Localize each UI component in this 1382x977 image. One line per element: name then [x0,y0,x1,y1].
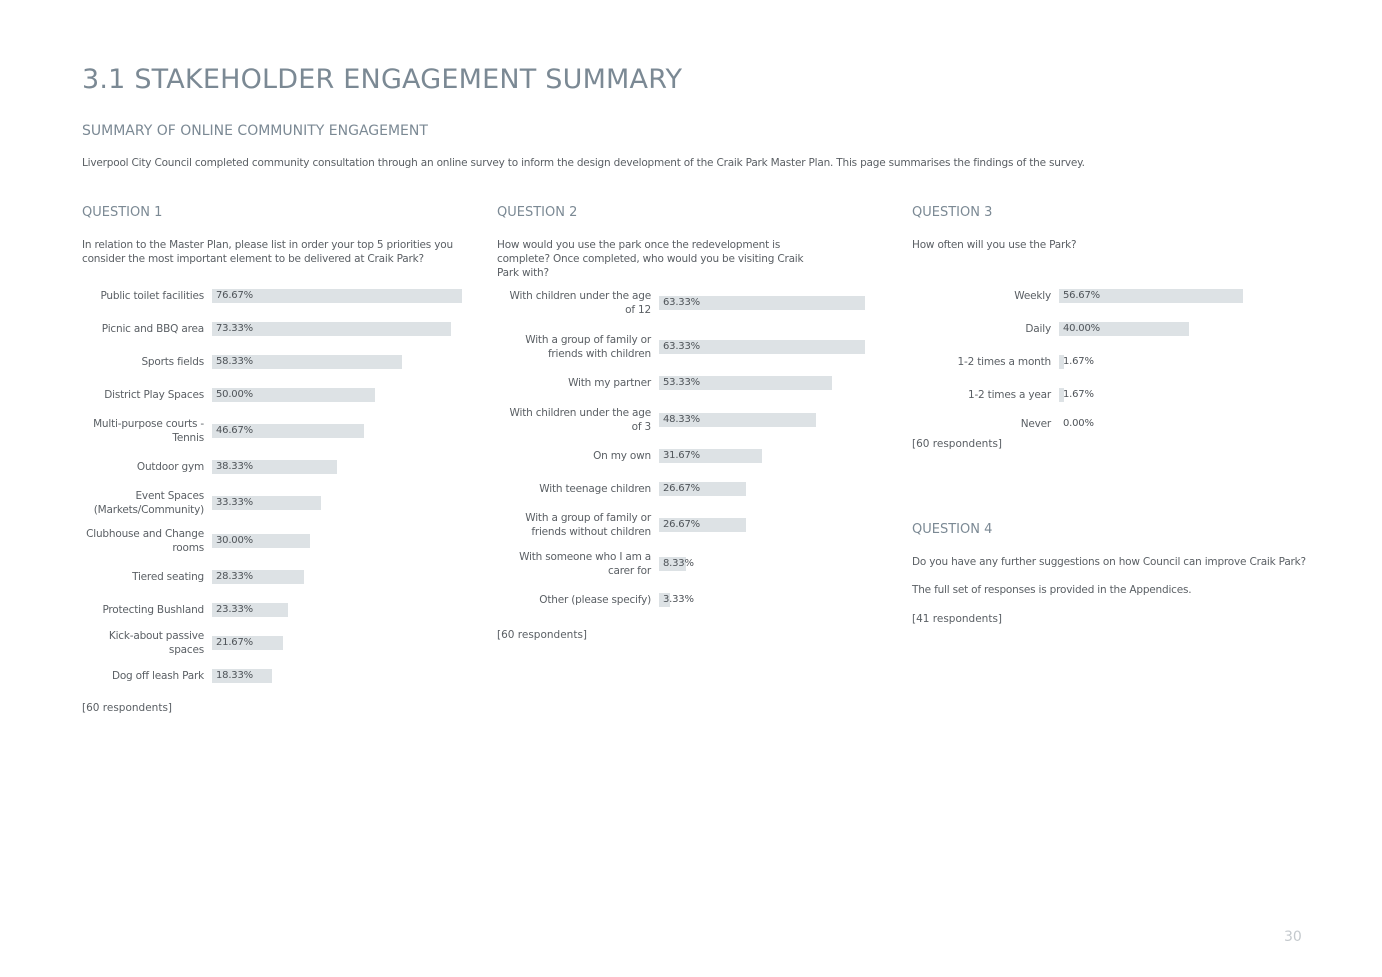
q3-bar-chart [912,0,1312,977]
q2-value-label: 8.33% [663,558,694,569]
q1-heading: QUESTION 1 [82,205,163,220]
q1-value-label: 50.00% [216,389,253,400]
q2-category-label: With teenage children [539,483,651,495]
q2-bar-row [497,544,897,584]
q2-value-label: 48.33% [663,414,700,425]
q2-bar-chart [497,0,897,977]
q2-bar-row [497,580,897,620]
q4-respondents: [41 respondents] [912,613,1003,625]
q3-text: How often will you use the Park? [912,239,1077,251]
q2-bar-row [497,363,897,403]
q2-category-label: With someone who I am a carer for [519,551,651,577]
q1-value-label: 76.67% [216,290,253,301]
q1-category-label: Dog off leash Park [111,670,204,682]
q2-category-label: On my own [593,450,651,462]
q1-category-label: Tiered seating [132,571,204,583]
q2-value-label: 3.33% [663,594,694,605]
q1-bar-row [82,483,482,523]
q3-value-label: 56.67% [1063,290,1100,301]
q1-category-label: District Play Spaces [104,389,204,401]
q2-value-label: 31.67% [663,450,700,461]
q3-value-label: 1.67% [1063,356,1094,367]
q2-text: How would you use the park once the redevelopment is complete? Once completed, who would you be visiting Craik Park with? [497,239,804,279]
q1-bar-chart [82,0,482,977]
q1-category-label: Sports fields [141,356,204,368]
q1-category-label: Clubhouse and Change rooms [86,528,204,554]
q1-category-label: Event Spaces (Markets/Community) [93,490,204,516]
q3-heading: QUESTION 3 [912,205,993,220]
q4-heading: QUESTION 4 [912,522,993,537]
q2-value-label: 63.33% [663,297,700,308]
q1-category-label: Kick-about passive spaces [108,630,204,656]
q2-bar-row [497,505,897,545]
q1-category-label: Protecting Bushland [102,604,204,616]
q3-category-label: Weekly [1014,290,1051,302]
q1-bar-row [82,411,482,451]
q1-value-label: 23.33% [216,604,253,615]
q1-value-label: 73.33% [216,323,253,334]
page-title: 3.1 STAKEHOLDER ENGAGEMENT SUMMARY [82,64,683,95]
q1-value-label: 38.33% [216,461,253,472]
q1-text: In relation to the Master Plan, please list in order your top 5 priorities you consider the most important element to be delivered at Craik Park? [82,239,453,265]
q1-category-label: Public toilet facilities [100,290,204,302]
q1-value-label: 30.00% [216,535,253,546]
q1-value-label: 33.33% [216,497,253,508]
q1-bar-row [82,521,482,561]
q1-bar-row [82,447,482,487]
page-number: 30 [1284,929,1302,945]
q2-bar-row [497,327,897,367]
q3-category-label: Daily [1025,323,1051,335]
section-subtitle: SUMMARY OF ONLINE COMMUNITY ENGAGEMENT [82,123,428,139]
q1-category-label: Outdoor gym [136,461,204,473]
q4-text: Do you have any further suggestions on how Council can improve Craik Park? [912,556,1306,568]
q2-bar-row [497,283,897,323]
q2-category-label: With a group of family or friends with children [525,334,651,360]
q3-respondents: [60 respondents] [912,438,1003,450]
q2-category-label: Other (please specify) [539,594,651,606]
q3-category-label: Never [1020,418,1051,430]
q1-bar-row [82,656,482,696]
q2-category-label: With a group of family or friends without children [525,512,651,538]
q2-heading: QUESTION 2 [497,205,578,220]
q1-value-label: 28.33% [216,571,253,582]
q2-value-label: 26.67% [663,483,700,494]
q1-category-label: Multi-purpose courts - Tennis [93,418,204,444]
q3-category-label: 1-2 times a month [957,356,1051,368]
q1-respondents: [60 respondents] [82,702,173,714]
q3-value-label: 0.00% [1063,418,1094,429]
q1-bar-row [82,375,482,415]
q3-value-label: 40.00% [1063,323,1100,334]
q1-value-label: 18.33% [216,670,253,681]
q4-note: The full set of responses is provided in the Appendices. [912,584,1192,596]
q2-value-label: 26.67% [663,519,700,530]
q2-bar-row [497,469,897,509]
q3-value-label: 1.67% [1063,389,1094,400]
q2-bar-row [497,400,897,440]
q2-category-label: With my partner [568,377,651,389]
q1-value-label: 21.67% [216,637,253,648]
q3-category-label: 1-2 times a year [967,389,1051,401]
q2-respondents: [60 respondents] [497,629,588,641]
q1-value-label: 46.67% [216,425,253,436]
q2-value-label: 53.33% [663,377,700,388]
q2-category-label: With children under the age of 3 [509,407,651,433]
q1-value-label: 58.33% [216,356,253,367]
intro-paragraph: Liverpool City Council completed community consultation through an online survey to inform the design development of the Craik Park Master Plan. This page summarises the findings of the survey. [82,157,1085,169]
q2-category-label: With children under the age of 12 [509,290,651,316]
q2-value-label: 63.33% [663,341,700,352]
q1-category-label: Picnic and BBQ area [101,323,204,335]
